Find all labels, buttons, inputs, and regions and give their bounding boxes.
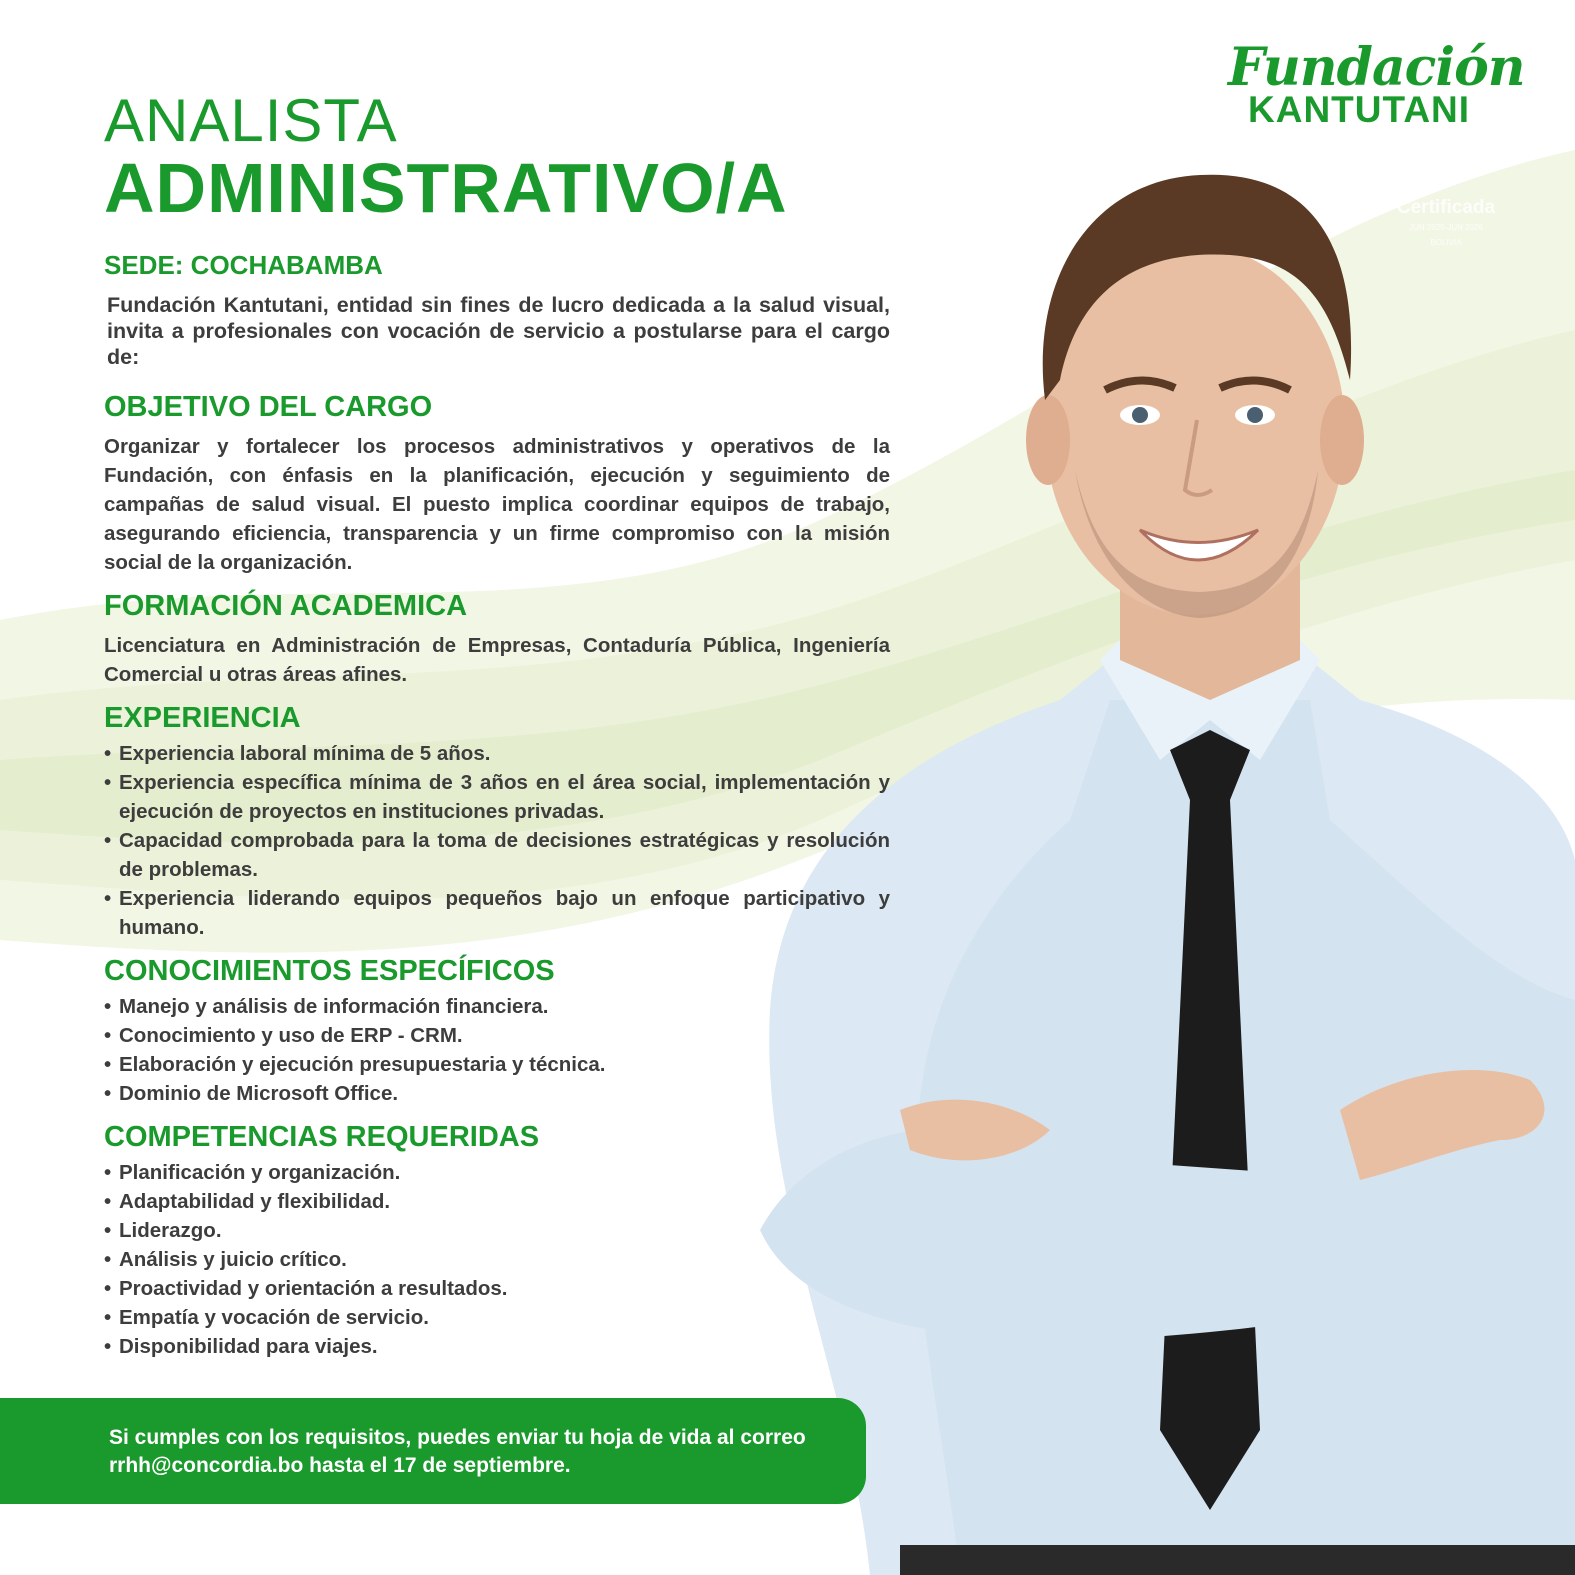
list-item: • Dominio de Microsoft Office. [104,1079,890,1108]
list-item: • Elaboración y ejecución presupuestaria y técnica. [104,1050,890,1079]
list-item: • Empatía y vocación de servicio. [104,1303,890,1332]
fundacion-kantutani-logo [1228,37,1525,133]
conocimientos-list [104,992,890,1108]
section-objetivo [104,390,890,577]
contact-email-link[interactable]: rrhh@concordia.bo [109,1454,304,1477]
list-item: • Análisis y juicio crítico. [104,1245,890,1274]
banner-deadline: hasta el 17 de septiembre. [303,1454,571,1477]
experiencia-list [104,739,890,942]
list-item: • Disponibilidad para viajes. [104,1332,890,1361]
experiencia-heading: EXPERIENCIA [104,702,301,734]
list-item: • Proactividad y orientación a resultados. [104,1274,890,1303]
application-banner [0,1398,866,1504]
section-formacion [104,589,890,689]
conocimientos-heading: CONOCIMIENTOS ESPECÍFICOS [104,955,555,987]
list-item: • Manejo y análisis de información financiera. [104,992,890,1021]
section-competencias [104,1120,890,1361]
objetivo-text: Organizar y fortalecer los procesos administrativos y operativos de la Fundación, con énfasis en la planificación, ejecución y seguimiento de campañas de salud visual. El puesto implica coordinar equipos de trabajo, asegurando eficiencia, transparencia y un firme compromiso con la misión social de la organización. [104,435,890,574]
banner-line1: Si cumples con los requisitos, puedes enviar tu hoja de vida al correo [109,1426,806,1449]
formacion-text: Licenciatura en Administración de Empresas, Contaduría Pública, Ingeniería Comercial u otras áreas afines. [104,634,890,686]
competencias-heading: COMPETENCIAS REQUERIDAS [104,1121,540,1153]
list-item: • Adaptabilidad y flexibilidad. [104,1187,890,1216]
list-item: • Conocimiento y uso de ERP - CRM. [104,1021,890,1050]
list-item: • Planificación y organización. [104,1158,890,1187]
formacion-heading: FORMACIÓN ACADEMICA [104,590,468,622]
certification-country: BOLIVIA [1430,238,1462,247]
competencias-list [104,1158,890,1361]
title-line1: ANALISTA [104,87,398,154]
section-conocimientos [104,954,890,1108]
sede-label: SEDE: COCHABAMBA [104,250,383,280]
logo-block-text: KANTUTANI [1248,89,1471,130]
list-item: • Experiencia específica mínima de 3 años en el área social, implementación y ejecución de proyectos en instituciones privadas. [104,768,890,826]
banner-line2 [109,1452,866,1480]
title-line2: ADMINISTRATIVO/A [104,149,788,227]
list-item: • Capacidad comprobada para la toma de decisiones estratégicas y resolución de problemas. [104,826,890,884]
list-item: • Liderazgo. [104,1216,890,1245]
job-posting-content [104,87,890,1361]
logo-script-text: Fundación [1228,37,1525,98]
section-experiencia [104,701,890,942]
intro-paragraph: Fundación Kantutani, entidad sin fines de lucro dedicada a la salud visual, invita a profesionales con vocación de servicio a postularse para el cargo de: [107,293,890,369]
certification-label: Certificada [1396,197,1496,218]
certification-period: JUN 2025-JUN 2026 [1409,223,1483,232]
list-item: • Experiencia liderando equipos pequeños bajo un enfoque participativo y humano. [104,884,890,942]
list-item: • Experiencia laboral mínima de 5 años. [104,739,890,768]
objetivo-heading: OBJETIVO DEL CARGO [104,391,433,423]
